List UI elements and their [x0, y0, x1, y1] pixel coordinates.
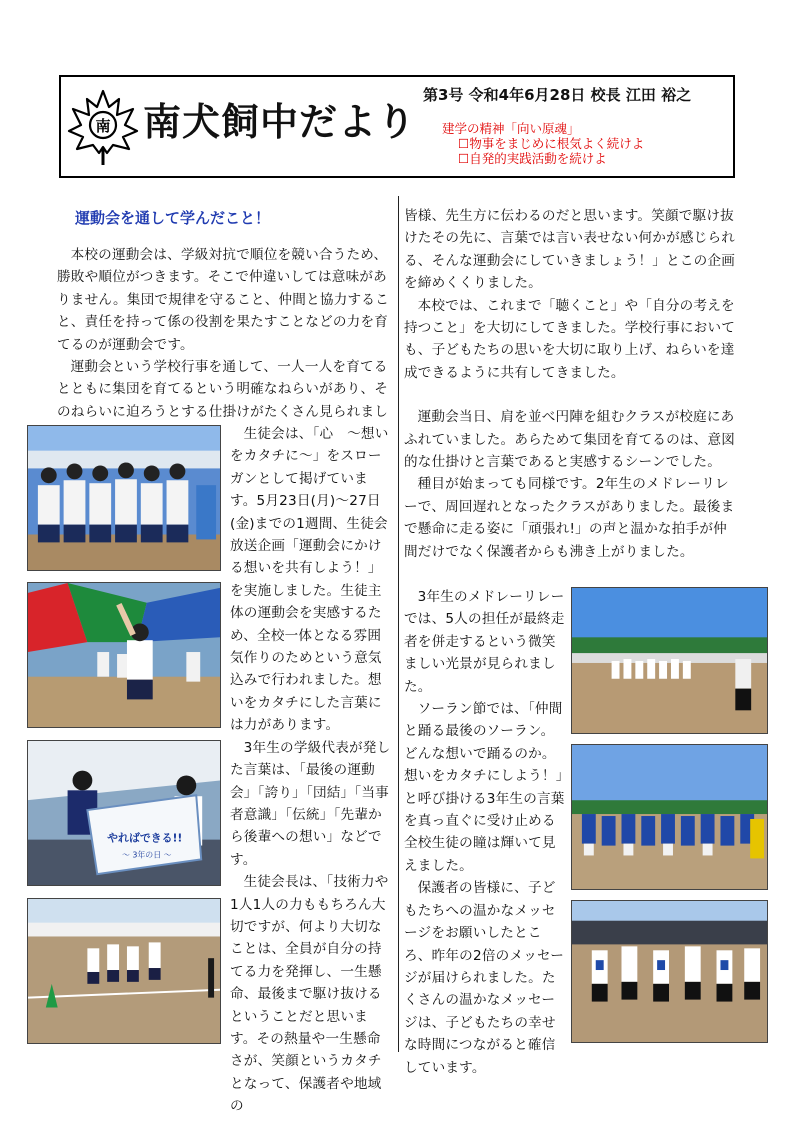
motto-line-2: ☐物事をまじめに根気よく続けよ [458, 136, 645, 151]
school-motto [442, 121, 644, 166]
paragraph: 運動会という学校行事を通して、一人一人を育てるとともに集団を育てるという明確なねらいがあり、そのねらいに迫ろうとする仕掛けがたくさん見られまし [57, 359, 389, 420]
photo-raising-arm [27, 582, 221, 728]
paragraph: 本校の運動会は、学級対抗で順位を競い合うため、勝敗や順位がつきます。そこで仲違いしては意味がありません。集団で規律を守ること、仲間と協力すること、責任を持って係の役割を果たすことなどの力を育てるのが運動会です。 [57, 247, 389, 353]
paragraph: 皆様、先生方に伝わるのだと思います。笑顔で駆け抜けたその先に、言葉では言い表せない何かが感じられる、そんな運動会にしていきましょう！」とこの企画を締めくくりました。 [404, 208, 736, 292]
photo-soran-dance-1 [571, 744, 768, 890]
paragraph: 種目が始まっても同様です。2年生のメドレーリレーで、周回遅れとなったクラスがありました。最後まで懸命に走る姿に「頑張れ!」の声と温かな拍手が仲間だけでなく保護者からも沸き上がりました。 [404, 476, 735, 560]
photo-banner [27, 740, 221, 886]
column-divider [398, 196, 399, 1052]
paragraph: 3年生の学級代表が発した言葉は、「最後の運動会」「誇り」「団結」「当事者意識」「伝統」「先輩から後輩への想い」などです。 [230, 739, 391, 868]
paragraph: 運動会当日、肩を並べ円陣を組むクラスが校庭にあふれていました。あらためて集団を育てるのは、意図的な仕掛けと言葉であると実感するシーンでした。 [404, 409, 736, 471]
photo-students-huddle [27, 425, 221, 571]
motto-line-3: ☐自発的実践活動を続けよ [458, 151, 607, 166]
right-column-top [404, 205, 740, 563]
article-heading: 運動会を通して学んだこと！ [75, 209, 271, 227]
issue-line: 第3号 令和4年6月28日 校長 江田 裕之 [423, 86, 692, 104]
left-column-narrow [230, 423, 393, 1118]
maple-leaf-icon [67, 87, 139, 167]
emblem-text: 南 [95, 117, 111, 135]
banner-text-1: やればできる!! [107, 831, 183, 845]
paragraph: 本校では、これまで「聴くこと」や「自分の考えを持つこと」を大切にしてきました。学校行事においても、子どもたちの思いを大切に取り上げ、ねらいを達成できるように共有してきました。 [404, 297, 736, 381]
left-column-top [57, 244, 391, 446]
motto-line-1: 建学の精神「向い原魂」 [442, 121, 580, 136]
paragraph: 生徒会は、「心 ～想いをカタチに～」をスローガンとして掲げています。5月23日(月)～27日(金)までの1週間、生徒会放送企画「運動会にかける想いを共有しよう！」を実施しました。生徒主体の運動会を実感するため、全校一体となる雰囲気作りのためという意気込みで行われました。想いをカタチにした言葉には力があります。 [230, 426, 389, 734]
newsletter-title: 南犬飼中だより [143, 100, 417, 144]
paragraph: 生徒会長は、「技術力や1人1人の力ももちろん大切ですが、何より大切なことは、全員が自分の持てる力を発揮し、一生懸命、最後まで駆け抜けるということだと思います。その熱量や一生懸命さが、笑顔というカタチとなって、保護者や地域の [230, 874, 389, 1115]
banner-text-2: ～ 3年の日 ～ [121, 850, 172, 860]
photo-teachers-relay [571, 587, 768, 734]
photo-race-field [27, 898, 221, 1044]
paragraph: 保護者の皆様に、子どもたちへの温かなメッセージをお願いしたところ、昨年の2倍のメッセージが届けられました。たくさんの温かなメッセージは、子どもたちの幸せな時間につながると確信しています。 [404, 880, 565, 1076]
right-column-narrow [404, 586, 568, 1079]
masthead [59, 75, 735, 178]
paragraph: 3年生のメドレーリレーでは、5人の担任が最終走者を併走するという微笑ましい光景が見られました。 [404, 589, 565, 695]
photo-soran-dance-2 [571, 900, 768, 1043]
paragraph: ソーラン節では、「仲間と踊る最後のソーラン。どんな想いで踊るのか。想いをカタチにしよう！」と呼び掛ける3年生の言葉を真っ直ぐに受け止める全校生徒の瞳は輝いて見えました。 [404, 701, 565, 874]
